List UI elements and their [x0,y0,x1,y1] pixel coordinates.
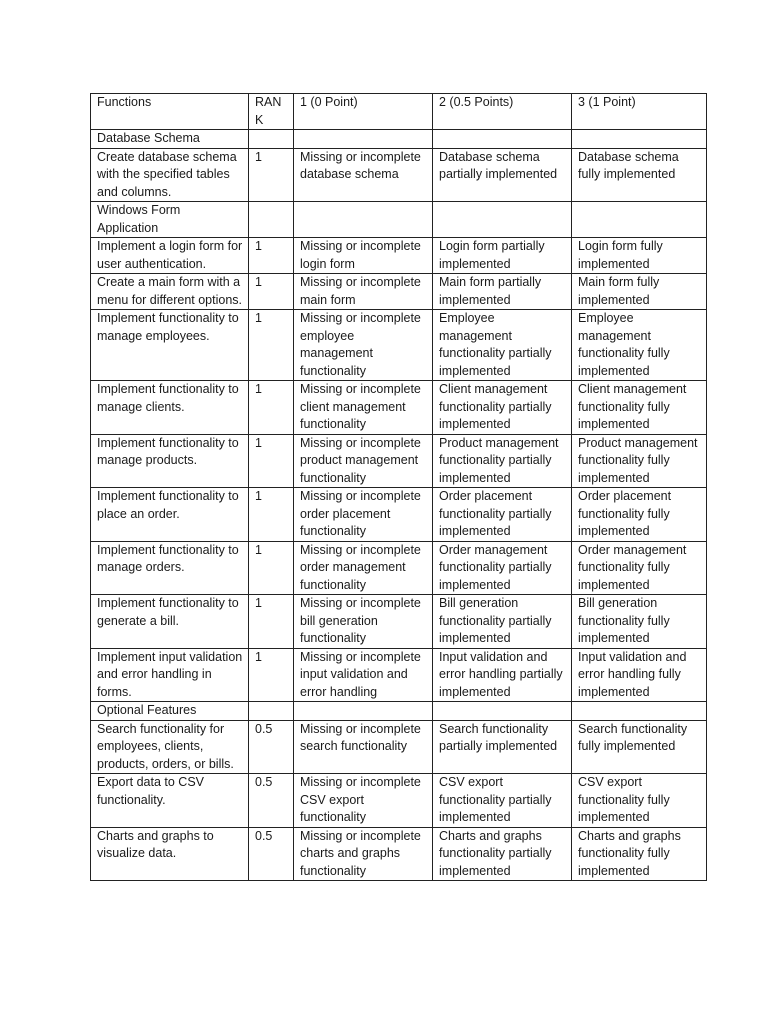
header-level-3: 3 (1 Point) [572,94,707,130]
cell-rank: 1 [249,381,294,435]
cell-level-2: Employee management functionality partially implemented [433,310,572,381]
cell-level-2: Order management functionality partially implemented [433,541,572,595]
cell-level-2: Order placement functionality partially implemented [433,488,572,542]
cell-level-2 [433,702,572,721]
cell-level-1: Missing or incomplete login form [294,238,433,274]
cell-function: Search functionality for employees, clients, products, orders, or bills. [91,720,249,774]
cell-level-1: Missing or incomplete order management functionality [294,541,433,595]
cell-rank [249,130,294,149]
rubric-table [90,93,707,881]
cell-rank [249,702,294,721]
table-row [91,827,707,881]
table-row [91,488,707,542]
cell-function: Implement functionality to manage products. [91,434,249,488]
cell-rank: 1 [249,148,294,202]
cell-level-3 [572,202,707,238]
header-level-1: 1 (0 Point) [294,94,433,130]
table-row [91,381,707,435]
cell-level-3: CSV export functionality fully implemented [572,774,707,828]
cell-rank: 0.5 [249,827,294,881]
table-row [91,595,707,649]
cell-function: Implement input validation and error handling in forms. [91,648,249,702]
cell-function: Windows Form Application [91,202,249,238]
cell-function: Implement functionality to manage clients. [91,381,249,435]
cell-level-2: Login form partially implemented [433,238,572,274]
section-row-database-schema [91,130,707,149]
cell-level-1: Missing or incomplete database schema [294,148,433,202]
table-row [91,434,707,488]
cell-level-1: Missing or incomplete CSV export functionality [294,774,433,828]
cell-level-1: Missing or incomplete main form [294,274,433,310]
cell-level-2: Input validation and error handling partially implemented [433,648,572,702]
cell-level-3: Employee management functionality fully implemented [572,310,707,381]
cell-level-2 [433,202,572,238]
cell-level-3: Search functionality fully implemented [572,720,707,774]
section-row-optional-features [91,702,707,721]
table-row [91,274,707,310]
cell-function: Implement functionality to manage employees. [91,310,249,381]
cell-level-2: Search functionality partially implemented [433,720,572,774]
cell-level-1 [294,130,433,149]
cell-function: Export data to CSV functionality. [91,774,249,828]
cell-rank: 1 [249,488,294,542]
table-row [91,148,707,202]
cell-level-3: Database schema fully implemented [572,148,707,202]
cell-level-3: Product management functionality fully implemented [572,434,707,488]
table-row [91,238,707,274]
cell-function: Implement functionality to manage orders. [91,541,249,595]
cell-level-3: Order management functionality fully implemented [572,541,707,595]
cell-function: Implement a login form for user authentication. [91,238,249,274]
cell-rank: 1 [249,274,294,310]
cell-function: Database Schema [91,130,249,149]
cell-function: Create database schema with the specified tables and columns. [91,148,249,202]
cell-level-3: Charts and graphs functionality fully implemented [572,827,707,881]
cell-rank: 1 [249,648,294,702]
cell-rank: 1 [249,310,294,381]
table-row [91,774,707,828]
cell-level-3 [572,130,707,149]
table-row [91,648,707,702]
cell-level-2: CSV export functionality partially implemented [433,774,572,828]
cell-level-1: Missing or incomplete input validation and error handling [294,648,433,702]
table-row [91,720,707,774]
cell-level-1: Missing or incomplete search functionality [294,720,433,774]
cell-rank: 0.5 [249,720,294,774]
cell-level-2: Main form partially implemented [433,274,572,310]
cell-level-1: Missing or incomplete bill generation functionality [294,595,433,649]
cell-rank: 1 [249,541,294,595]
table-row [91,541,707,595]
cell-rank: 1 [249,434,294,488]
cell-function: Optional Features [91,702,249,721]
cell-level-3 [572,702,707,721]
cell-function: Charts and graphs to visualize data. [91,827,249,881]
header-rank: RANK [249,94,294,130]
cell-function: Implement functionality to place an order. [91,488,249,542]
cell-level-1: Missing or incomplete order placement functionality [294,488,433,542]
cell-level-1: Missing or incomplete product management functionality [294,434,433,488]
cell-function: Implement functionality to generate a bill. [91,595,249,649]
cell-level-1 [294,702,433,721]
cell-level-3: Order placement functionality fully implemented [572,488,707,542]
cell-rank: 0.5 [249,774,294,828]
cell-level-2: Product management functionality partially implemented [433,434,572,488]
cell-level-2 [433,130,572,149]
cell-rank: 1 [249,238,294,274]
cell-level-3: Main form fully implemented [572,274,707,310]
cell-level-2: Bill generation functionality partially implemented [433,595,572,649]
cell-level-3: Input validation and error handling fully implemented [572,648,707,702]
header-level-2: 2 (0.5 Points) [433,94,572,130]
cell-level-1: Missing or incomplete client management functionality [294,381,433,435]
cell-level-1: Missing or incomplete charts and graphs functionality [294,827,433,881]
cell-rank: 1 [249,595,294,649]
cell-level-1: Missing or incomplete employee management functionality [294,310,433,381]
cell-level-2: Database schema partially implemented [433,148,572,202]
cell-level-1 [294,202,433,238]
section-row-windows-form [91,202,707,238]
table-header-row [91,94,707,130]
cell-level-3: Login form fully implemented [572,238,707,274]
cell-function: Create a main form with a menu for different options. [91,274,249,310]
cell-level-2: Charts and graphs functionality partially implemented [433,827,572,881]
table-row [91,310,707,381]
cell-rank [249,202,294,238]
cell-level-3: Bill generation functionality fully implemented [572,595,707,649]
cell-level-3: Client management functionality fully implemented [572,381,707,435]
cell-level-2: Client management functionality partially implemented [433,381,572,435]
header-functions: Functions [91,94,249,130]
